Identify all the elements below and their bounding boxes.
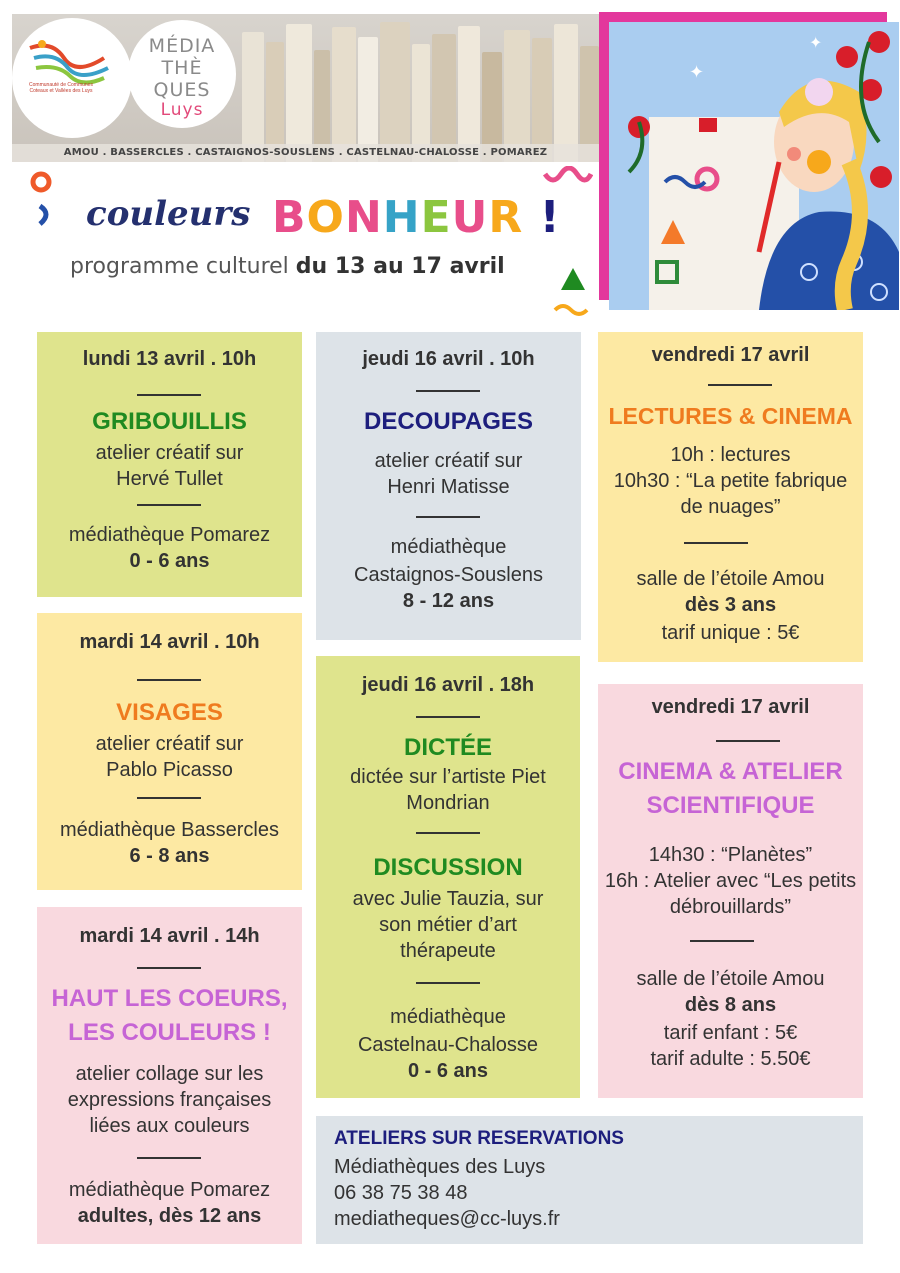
event-desc: Mondrian	[406, 792, 490, 814]
reservations-box	[316, 1116, 863, 1244]
community-name-line: Communauté de Communes	[29, 82, 93, 88]
event-desc: liées aux couleurs	[89, 1115, 250, 1137]
separator	[416, 832, 480, 834]
subtitle-dates: du 13 au 17 avril	[295, 254, 505, 279]
event-desc: 14h30 : “Planètes”	[648, 844, 813, 866]
separator	[137, 394, 201, 396]
event-place: Castaignos-Souslens	[354, 564, 543, 586]
event-desc: atelier créatif sur	[95, 733, 244, 755]
event-place: salle de l’étoile Amou	[636, 968, 825, 990]
event-title: LECTURES & CINEMA	[608, 403, 853, 429]
event-date: vendredi 17 avril	[651, 696, 810, 718]
event-desc: atelier créatif sur	[95, 442, 244, 464]
reservations-email[interactable]: mediatheques@cc-luys.fr	[334, 1208, 560, 1230]
event-card-lectures	[598, 332, 863, 662]
event-card-dictee	[316, 656, 580, 1098]
event-age: adultes, dès 12 ans	[77, 1205, 262, 1227]
event-age: 6 - 8 ans	[129, 845, 210, 867]
bonheur-letter: !	[539, 192, 561, 243]
bonheur-letter: N	[344, 192, 383, 243]
event-desc: débrouillards”	[669, 896, 792, 918]
logo-line: MÉDIA	[148, 35, 216, 57]
event-title: LES COULEURS !	[68, 1019, 271, 1046]
logo-luys: Luys	[160, 100, 204, 120]
event-title: VISAGES	[116, 699, 223, 726]
event-price: tarif unique : 5€	[661, 622, 800, 644]
community-logo	[12, 18, 132, 138]
event-age: dès 8 ans	[684, 994, 777, 1016]
event-place: médiathèque	[390, 536, 507, 558]
event-desc: atelier créatif sur	[374, 450, 523, 472]
bonheur-letter: B	[272, 192, 307, 243]
separator	[416, 716, 480, 718]
event-title: DICTÉE	[403, 734, 492, 761]
event-age: dès 3 ans	[684, 594, 777, 616]
bonheur-letter: E	[420, 192, 452, 243]
event-desc: thérapeute	[400, 940, 496, 962]
event-desc: son métier d’art	[379, 914, 517, 936]
community-name	[14, 82, 108, 94]
separator	[416, 982, 480, 984]
mediatheques-logo	[128, 20, 236, 128]
event-price: tarif enfant : 5€	[663, 1022, 798, 1044]
event-desc: Pablo Picasso	[106, 759, 233, 781]
community-logo-icon	[12, 18, 132, 138]
illustration	[609, 22, 899, 310]
event-desc: expressions françaises	[67, 1089, 272, 1111]
event-desc: dictée sur l’artiste Piet	[350, 766, 546, 788]
event-title: SCIENTIFIQUE	[646, 792, 815, 819]
event-title: DECOUPAGES	[364, 408, 533, 435]
event-title: GRIBOUILLIS	[92, 408, 247, 435]
event-date: lundi 13 avril . 10h	[82, 348, 257, 370]
event-place: Castelnau-Chalosse	[357, 1034, 539, 1056]
event-age: 0 - 6 ans	[407, 1060, 489, 1082]
event-desc: Henri Matisse	[387, 476, 510, 498]
event-card-visages	[37, 613, 302, 890]
towns-strip: AMOU . BASSERCLES . CASTAIGNOS-SOUSLENS . CASTELNAU-CHALOSSE . POMAREZ	[12, 144, 599, 162]
event-desc: 10h30 : “La petite fabrique	[613, 470, 848, 492]
event-card-decoupages	[316, 332, 581, 640]
event-desc: Hervé Tullet	[116, 468, 223, 490]
subtitle-light: programme culturel	[70, 254, 289, 279]
title-bonheur	[272, 192, 561, 243]
decor-triangle	[553, 266, 593, 327]
separator	[137, 797, 201, 799]
event-desc: atelier collage sur les	[75, 1063, 264, 1085]
bonheur-letter: R	[488, 192, 524, 243]
event-date: mardi 14 avril . 14h	[79, 925, 260, 947]
event-card-cinema	[598, 684, 863, 1098]
event-date: mardi 14 avril . 10h	[79, 631, 260, 653]
separator	[690, 940, 754, 942]
decor-wave	[543, 166, 593, 191]
svg-text:✦: ✦	[689, 62, 705, 83]
logo-line: THÈ	[161, 57, 203, 79]
event-desc: 16h : Atelier avec “Les petits	[604, 870, 857, 892]
event-desc: avec Julie Tauzia, sur	[352, 888, 544, 910]
reservations-name: Médiathèques des Luys	[334, 1156, 546, 1178]
reservations-title: ATELIERS SUR RESERVATIONS	[334, 1128, 624, 1149]
event-price: tarif adulte : 5.50€	[650, 1048, 811, 1070]
separator	[137, 504, 201, 506]
separator	[684, 542, 748, 544]
event-place: salle de l’étoile Amou	[636, 568, 825, 590]
bonheur-letter: H	[382, 192, 421, 243]
event-card-gribouillis	[37, 332, 302, 597]
separator	[716, 740, 780, 742]
event-place: médiathèque Bassercles	[59, 819, 279, 841]
event-date: jeudi 16 avril . 10h	[362, 348, 535, 370]
separator	[416, 516, 480, 518]
event-title: HAUT LES COEURS,	[51, 985, 288, 1012]
subtitle	[70, 254, 505, 279]
logo-line: QUES	[153, 79, 211, 101]
event-place: médiathèque	[390, 1006, 506, 1028]
separator	[708, 384, 772, 386]
title-script: couleurs	[86, 194, 251, 234]
event-card-coeurs	[37, 907, 302, 1244]
event-place: médiathèque Pomarez	[68, 524, 271, 546]
svg-text:✦: ✦	[809, 33, 823, 52]
event-date: jeudi 16 avril . 18h	[361, 674, 535, 696]
decor-wave-icon	[543, 166, 593, 186]
event-place: médiathèque Pomarez	[68, 1179, 271, 1201]
community-name-line: Coteaux et Vallées des Luys	[29, 88, 93, 94]
bonheur-space	[523, 192, 539, 243]
bonheur-letter: U	[451, 192, 489, 243]
event-desc: de nuages”	[680, 496, 781, 518]
reservations-phone[interactable]: 06 38 75 38 48	[334, 1182, 468, 1204]
event-date: vendredi 17 avril	[651, 344, 810, 366]
separator	[137, 679, 201, 681]
decor-shapes-left	[30, 170, 60, 235]
event-age: 8 - 12 ans	[402, 590, 495, 612]
separator	[137, 967, 201, 969]
decor-triangle-icon	[553, 266, 593, 322]
girl-painting-illustration	[609, 22, 899, 310]
separator	[137, 1157, 201, 1159]
decor-ring-icon	[30, 170, 60, 230]
bonheur-letter: O	[306, 192, 345, 243]
event-desc: 10h : lectures	[670, 444, 791, 466]
event-title: DISCUSSION	[373, 854, 523, 881]
event-title: CINEMA & ATELIER	[618, 758, 843, 785]
separator	[416, 390, 480, 392]
event-age: 0 - 6 ans	[129, 550, 210, 572]
